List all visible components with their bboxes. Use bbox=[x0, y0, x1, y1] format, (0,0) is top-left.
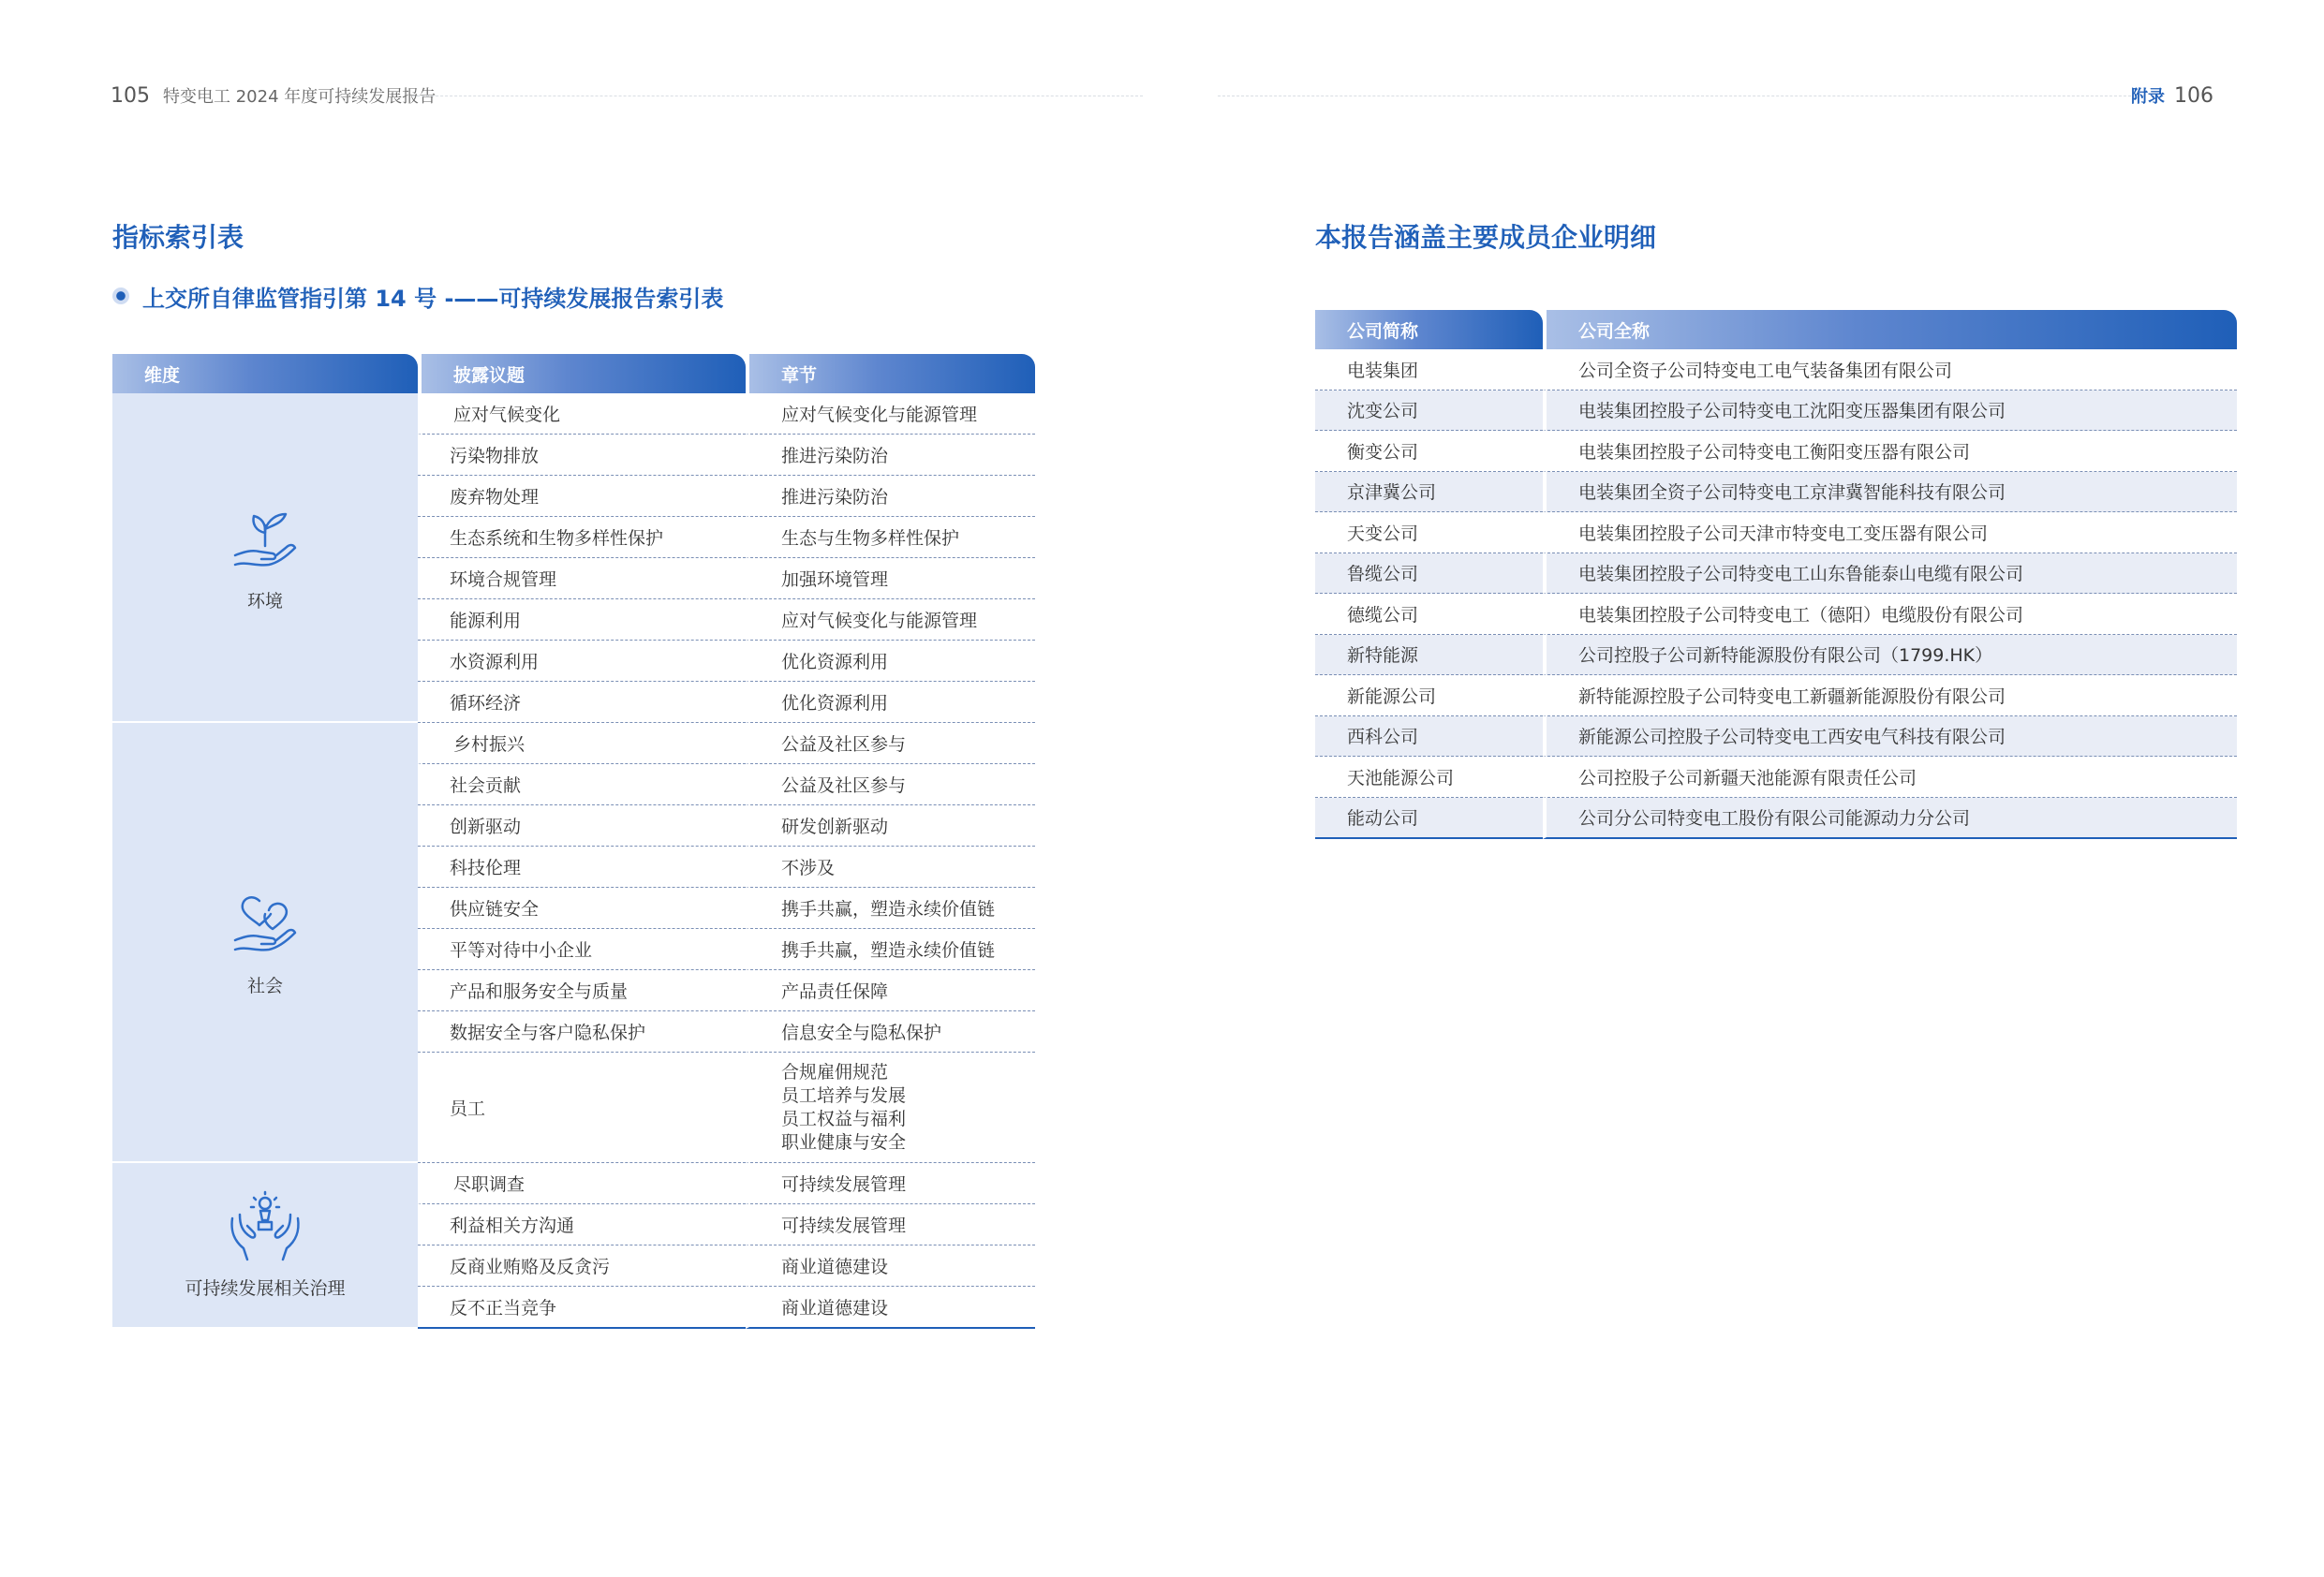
heart-hand-icon bbox=[112, 888, 418, 963]
chapter-cell: 优化资源利用 bbox=[746, 682, 1035, 723]
column-header-1: 公司全称 bbox=[1543, 310, 2237, 349]
company-full-name: 电装集团控股子公司特变电工沈阳变压器集团有限公司 bbox=[1543, 391, 2237, 432]
chapter-cell: 公益及社区参与 bbox=[746, 764, 1035, 805]
chapter-cell bbox=[746, 1053, 1035, 1163]
table-row bbox=[1315, 391, 2237, 432]
table-row bbox=[1315, 512, 2237, 553]
table-row bbox=[1315, 716, 2237, 758]
topic-cell: 废弃物处理 bbox=[418, 476, 746, 517]
company-full-name: 公司控股子公司新疆天池能源有限责任公司 bbox=[1543, 757, 2237, 798]
company-full-name: 公司全资子公司特变电工电气装备集团有限公司 bbox=[1543, 349, 2237, 391]
company-short-name: 鲁缆公司 bbox=[1315, 553, 1543, 595]
company-short-name: 京津冀公司 bbox=[1315, 472, 1543, 513]
company-full-name: 公司控股子公司新特能源股份有限公司（1799.HK） bbox=[1543, 635, 2237, 676]
topic-cell: 尽职调查 bbox=[418, 1163, 746, 1204]
chapter-cell: 生态与生物多样性保护 bbox=[746, 517, 1035, 558]
topic-cell: 反商业贿赂及反贪污 bbox=[418, 1245, 746, 1287]
indicator-index-table bbox=[112, 354, 1035, 1329]
table-header-row bbox=[1315, 310, 2237, 349]
dimension-label: 社会 bbox=[246, 975, 283, 996]
topic-cell: 创新驱动 bbox=[418, 805, 746, 847]
chapter-cell: 信息安全与隐私保护 bbox=[746, 1011, 1035, 1053]
table-row bbox=[112, 1163, 1035, 1204]
page-number-right: 106 bbox=[2174, 83, 2213, 108]
table-row bbox=[112, 393, 1035, 435]
topic-cell: 水资源利用 bbox=[418, 641, 746, 682]
topic-cell: 循环经济 bbox=[418, 682, 746, 723]
company-short-name: 衡变公司 bbox=[1315, 431, 1543, 472]
chapter-line: 员工培养与发展 bbox=[781, 1084, 907, 1106]
page-header-left bbox=[111, 81, 436, 111]
topic-cell: 供应链安全 bbox=[418, 888, 746, 929]
chapter-cell: 商业道德建设 bbox=[746, 1287, 1035, 1329]
chapter-cell: 携手共赢，塑造永续价值链 bbox=[746, 888, 1035, 929]
company-short-name: 能动公司 bbox=[1315, 798, 1543, 840]
topic-cell: 乡村振兴 bbox=[418, 723, 746, 764]
governance-hands-icon bbox=[112, 1190, 418, 1265]
dimension-label: 可持续发展相关治理 bbox=[185, 1278, 346, 1299]
topic-cell: 反不正当竞争 bbox=[418, 1287, 746, 1329]
table-row bbox=[1315, 798, 2237, 840]
table-row bbox=[1315, 594, 2237, 635]
member-company-table bbox=[1315, 310, 2237, 839]
chapter-line: 员工权益与福利 bbox=[781, 1108, 907, 1129]
company-full-name: 电装集团控股子公司特变电工山东鲁能泰山电缆有限公司 bbox=[1543, 553, 2237, 595]
table-row bbox=[1315, 553, 2237, 595]
company-full-name: 新特能源控股子公司特变电工新疆新能源股份有限公司 bbox=[1543, 675, 2237, 716]
right-page-title: 本报告涵盖主要成员企业明细 bbox=[1315, 222, 1657, 253]
company-short-name: 西科公司 bbox=[1315, 716, 1543, 758]
page-header-right bbox=[2131, 81, 2213, 111]
company-short-name: 新能源公司 bbox=[1315, 675, 1543, 716]
company-short-name: 天变公司 bbox=[1315, 512, 1543, 553]
table-row bbox=[1315, 349, 2237, 391]
column-header-0: 公司简称 bbox=[1315, 310, 1543, 349]
company-full-name: 电装集团控股子公司特变电工（德阳）电缆股份有限公司 bbox=[1543, 594, 2237, 635]
column-header-1: 披露议题 bbox=[418, 354, 746, 393]
topic-cell: 环境合规管理 bbox=[418, 558, 746, 599]
topic-cell: 产品和服务安全与质量 bbox=[418, 970, 746, 1011]
chapter-cell: 加强环境管理 bbox=[746, 558, 1035, 599]
topic-cell: 污染物排放 bbox=[418, 435, 746, 476]
chapter-cell: 推进污染防治 bbox=[746, 476, 1035, 517]
topic-cell: 科技伦理 bbox=[418, 847, 746, 888]
chapter-cell: 应对气候变化与能源管理 bbox=[746, 599, 1035, 641]
chapter-cell: 携手共赢，塑造永续价值链 bbox=[746, 929, 1035, 970]
dimension-cell bbox=[112, 393, 418, 723]
section-name: 附录 bbox=[2131, 87, 2165, 107]
chapter-cell: 公益及社区参与 bbox=[746, 723, 1035, 764]
dimension-cell bbox=[112, 1163, 418, 1329]
chapter-line: 职业健康与安全 bbox=[781, 1131, 907, 1153]
chapter-cell: 商业道德建设 bbox=[746, 1245, 1035, 1287]
chapter-cell: 不涉及 bbox=[746, 847, 1035, 888]
chapter-cell: 应对气候变化与能源管理 bbox=[746, 393, 1035, 435]
table-header-row bbox=[112, 354, 1035, 393]
page-number-left: 105 bbox=[111, 83, 150, 108]
table-row bbox=[1315, 635, 2237, 676]
company-full-name: 新能源公司控股子公司特变电工西安电气科技有限公司 bbox=[1543, 716, 2237, 758]
chapter-cell: 研发创新驱动 bbox=[746, 805, 1035, 847]
topic-cell: 能源利用 bbox=[418, 599, 746, 641]
table-row bbox=[1315, 472, 2237, 513]
chapter-cell: 优化资源利用 bbox=[746, 641, 1035, 682]
chapter-cell: 产品责任保障 bbox=[746, 970, 1035, 1011]
company-short-name: 电装集团 bbox=[1315, 349, 1543, 391]
company-full-name: 电装集团控股子公司特变电工衡阳变压器有限公司 bbox=[1543, 431, 2237, 472]
dimension-cell bbox=[112, 723, 418, 1163]
topic-cell: 生态系统和生物多样性保护 bbox=[418, 517, 746, 558]
report-title: 特变电工 2024 年度可持续发展报告 bbox=[163, 87, 437, 107]
company-full-name: 公司分公司特变电工股份有限公司能源动力分公司 bbox=[1543, 798, 2237, 840]
table-row bbox=[1315, 757, 2237, 798]
column-header-2: 章节 bbox=[746, 354, 1035, 393]
chapter-cell: 可持续发展管理 bbox=[746, 1163, 1035, 1204]
plant-hand-icon bbox=[112, 503, 418, 578]
company-short-name: 新特能源 bbox=[1315, 635, 1543, 676]
left-page-title: 指标索引表 bbox=[112, 222, 244, 253]
table-row bbox=[1315, 431, 2237, 472]
subtitle-text: 上交所自律监管指引第 14 号 -——可持续发展报告索引表 bbox=[142, 285, 724, 312]
company-short-name: 天池能源公司 bbox=[1315, 757, 1543, 798]
table-row bbox=[112, 723, 1035, 764]
company-full-name: 电装集团控股子公司天津市特变电工变压器有限公司 bbox=[1543, 512, 2237, 553]
company-short-name: 德缆公司 bbox=[1315, 594, 1543, 635]
topic-cell: 数据安全与客户隐私保护 bbox=[418, 1011, 746, 1053]
company-short-name: 沈变公司 bbox=[1315, 391, 1543, 432]
topic-cell: 平等对待中小企业 bbox=[418, 929, 746, 970]
topic-cell: 利益相关方沟通 bbox=[418, 1204, 746, 1245]
chapter-cell: 推进污染防治 bbox=[746, 435, 1035, 476]
chapter-cell: 可持续发展管理 bbox=[746, 1204, 1035, 1245]
topic-cell: 员工 bbox=[418, 1053, 746, 1163]
table-row bbox=[1315, 675, 2237, 716]
topic-cell: 应对气候变化 bbox=[418, 393, 746, 435]
company-full-name: 电装集团全资子公司特变电工京津冀智能科技有限公司 bbox=[1543, 472, 2237, 513]
topic-cell: 社会贡献 bbox=[418, 764, 746, 805]
chapter-line: 合规雇佣规范 bbox=[781, 1061, 889, 1083]
bullet-dot-icon bbox=[112, 287, 129, 304]
column-header-0: 维度 bbox=[112, 354, 418, 393]
left-page-subtitle bbox=[112, 279, 723, 313]
dimension-label: 环境 bbox=[246, 590, 283, 612]
